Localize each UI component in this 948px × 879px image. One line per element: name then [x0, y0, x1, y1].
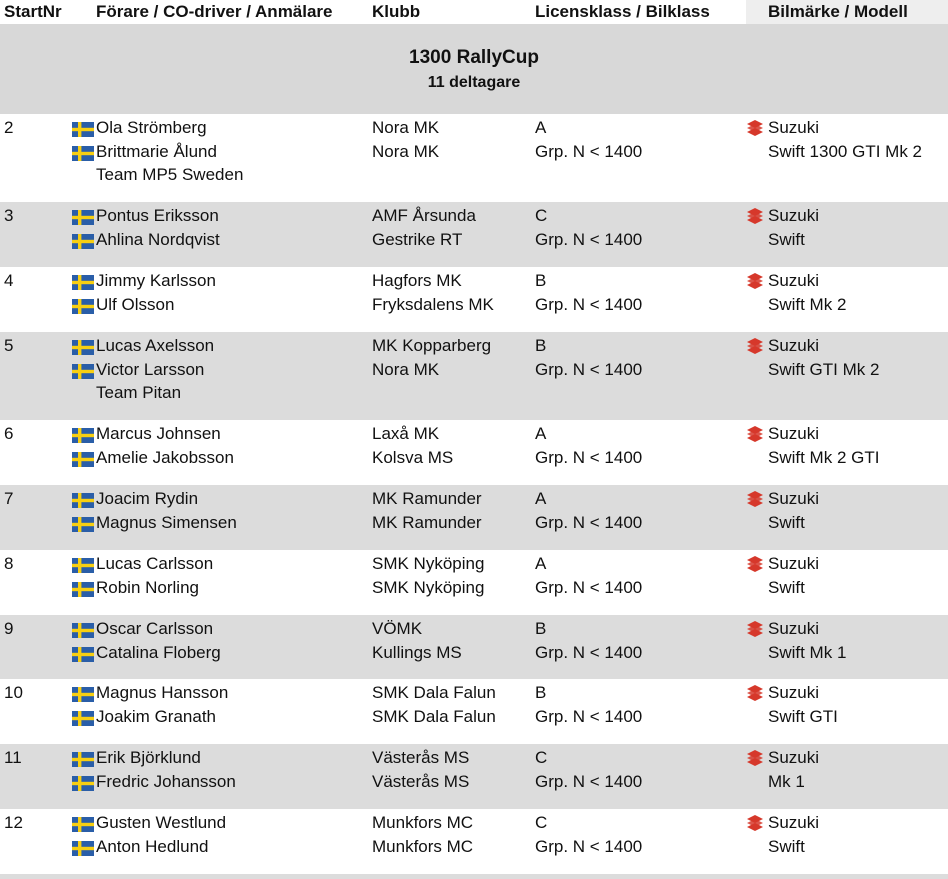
codriver-name: Robin Norling	[96, 577, 199, 597]
car-cell	[744, 334, 879, 381]
crew-cell	[72, 487, 237, 534]
start-number: 10	[4, 683, 23, 702]
license-class: B	[535, 271, 547, 290]
codriver-club: Kullings MS	[372, 642, 462, 662]
start-number: 2	[4, 118, 14, 137]
license-cell	[535, 204, 642, 251]
driver-name: Lucas Carlsson	[96, 554, 214, 573]
driver-club: Västerås MS	[372, 748, 470, 767]
license-class: A	[535, 489, 547, 508]
codriver	[72, 770, 236, 794]
class-block	[0, 24, 948, 114]
swedish-flag-icon	[72, 338, 94, 353]
club-cell	[372, 334, 491, 381]
car-make-name: Suzuki	[768, 619, 820, 638]
car-make	[744, 746, 819, 770]
driver	[72, 269, 216, 293]
suzuki-logo-icon	[744, 272, 766, 290]
table-row	[0, 420, 948, 485]
crew-cell	[72, 617, 221, 664]
driver	[72, 681, 228, 705]
car-model: Mk 1	[768, 771, 805, 791]
car-model: Swift	[768, 229, 805, 249]
driver-name: Oscar Carlsson	[96, 619, 214, 638]
codriver	[72, 705, 228, 729]
codriver	[72, 641, 221, 665]
car-cell	[744, 681, 838, 728]
codriver-name: Anton Hedlund	[96, 836, 209, 856]
swedish-flag-icon	[72, 273, 94, 288]
codriver	[72, 576, 213, 600]
license-cell	[535, 552, 642, 599]
car-make	[744, 552, 819, 576]
car-cell	[744, 204, 819, 251]
car-class: Grp. N < 1400	[535, 512, 643, 532]
swedish-flag-icon	[72, 750, 94, 765]
car-class: Grp. N < 1400	[535, 836, 643, 856]
car-make	[744, 116, 922, 140]
suzuki-logo-icon	[744, 555, 766, 573]
license-class: C	[535, 206, 548, 225]
start-number: 12	[4, 813, 23, 832]
start-number: 5	[4, 336, 14, 355]
header-startnr: StartNr	[4, 2, 62, 21]
car-model: Swift Mk 2 GTI	[768, 447, 880, 467]
codriver	[72, 293, 216, 317]
header-license: Licensklass / Bilklass	[535, 2, 710, 21]
car-model: Swift GTI Mk 2	[768, 359, 880, 379]
driver-name: Gusten Westlund	[96, 813, 227, 832]
crew-cell	[72, 269, 216, 316]
car-make	[744, 334, 879, 358]
club-cell	[372, 552, 484, 599]
car-model: Swift 1300 GTI Mk 2	[768, 141, 922, 161]
car-class: Grp. N < 1400	[535, 771, 643, 791]
car-make-name: Suzuki	[768, 336, 820, 355]
license-cell	[535, 334, 642, 381]
driver-name: Jimmy Karlsson	[96, 271, 216, 290]
swedish-flag-icon	[72, 450, 94, 465]
license-cell	[535, 422, 642, 469]
swedish-flag-icon	[72, 426, 94, 441]
driver-name: Lucas Axelsson	[96, 336, 215, 355]
license-cell	[535, 617, 642, 664]
crew-cell	[72, 422, 234, 469]
suzuki-logo-icon	[744, 425, 766, 443]
driver-club: MK Ramunder	[372, 489, 482, 508]
car-cell	[744, 746, 819, 793]
start-number: 7	[4, 489, 14, 508]
driver-name: Pontus Eriksson	[96, 206, 219, 225]
codriver-name: Victor Larsson	[96, 359, 205, 379]
car-make-name: Suzuki	[768, 683, 820, 702]
codriver	[72, 358, 214, 382]
codriver-name: Magnus Simensen	[96, 512, 237, 532]
codriver-name: Brittmarie Ålund	[96, 141, 217, 161]
car-make	[744, 681, 838, 705]
club-cell	[372, 681, 496, 728]
car-class: Grp. N < 1400	[535, 642, 643, 662]
driver-name: Magnus Hansson	[96, 683, 229, 702]
license-class: A	[535, 554, 547, 573]
start-number: 3	[4, 206, 14, 225]
swedish-flag-icon	[72, 120, 94, 135]
suzuki-logo-icon	[744, 490, 766, 508]
table-row	[0, 744, 948, 809]
class-participants: 11 deltagare	[427, 74, 521, 91]
codriver-name: Fredric Johansson	[96, 771, 236, 791]
swedish-flag-icon	[72, 362, 94, 377]
codriver-name: Amelie Jakobsson	[96, 447, 234, 467]
car-cell	[744, 552, 819, 599]
header-car: Bilmärke / Modell	[746, 0, 948, 24]
crew-cell	[72, 116, 243, 187]
driver	[72, 487, 237, 511]
swedish-flag-icon	[72, 709, 94, 724]
car-model: Swift Mk 2	[768, 294, 847, 314]
start-number: 9	[4, 619, 14, 638]
driver-club: AMF Årsunda	[372, 206, 476, 225]
license-class: A	[535, 424, 547, 443]
suzuki-logo-icon	[744, 207, 766, 225]
license-cell	[535, 116, 642, 163]
car-cell	[744, 269, 846, 316]
codriver-club: SMK Nyköping	[372, 577, 485, 597]
swedish-flag-icon	[72, 645, 94, 660]
start-number: 11	[4, 748, 22, 767]
start-number: 4	[4, 271, 14, 290]
car-model: Swift	[768, 512, 805, 532]
codriver	[72, 835, 226, 859]
car-cell	[744, 617, 846, 664]
table-row	[0, 809, 948, 874]
driver-name: Joacim Rydin	[96, 489, 199, 508]
codriver-club: Nora MK	[372, 359, 440, 379]
car-cell	[744, 116, 922, 163]
car-model: Swift Mk 1	[768, 642, 847, 662]
license-class: C	[535, 748, 548, 767]
driver-club: Laxå MK	[372, 424, 440, 443]
car-make-name: Suzuki	[768, 554, 820, 573]
codriver-club: Nora MK	[372, 141, 440, 161]
codriver-name: Joakim Granath	[96, 706, 216, 726]
license-cell	[535, 811, 642, 858]
swedish-flag-icon	[72, 144, 94, 159]
codriver-club: Västerås MS	[372, 771, 470, 791]
entrant-team: Team Pitan	[96, 383, 182, 402]
driver	[72, 617, 221, 641]
swedish-flag-icon	[72, 774, 94, 789]
car-model: Swift GTI	[768, 706, 838, 726]
crew-cell	[72, 811, 226, 858]
car-class: Grp. N < 1400	[535, 229, 643, 249]
license-cell	[535, 269, 642, 316]
class-title: 1300 RallyCup	[409, 47, 539, 68]
car-make-name: Suzuki	[768, 748, 820, 767]
car-cell	[744, 487, 819, 534]
codriver	[72, 228, 220, 252]
table-row	[0, 332, 948, 420]
swedish-flag-icon	[72, 232, 94, 247]
club-cell	[372, 617, 462, 664]
crew-cell	[72, 204, 220, 251]
swedish-flag-icon	[72, 621, 94, 636]
codriver-club: Kolsva MS	[372, 447, 454, 467]
car-class: Grp. N < 1400	[535, 577, 643, 597]
club-cell	[372, 269, 494, 316]
start-number: 6	[4, 424, 14, 443]
codriver-club: MK Ramunder	[372, 512, 482, 532]
driver-name: Ola Strömberg	[96, 118, 207, 137]
codriver-club: Gestrike RT	[372, 229, 463, 249]
table-row	[0, 202, 948, 267]
car-class: Grp. N < 1400	[535, 359, 643, 379]
swedish-flag-icon	[72, 491, 94, 506]
license-cell	[535, 487, 642, 534]
codriver	[72, 140, 243, 164]
suzuki-logo-icon	[744, 337, 766, 355]
car-make	[744, 811, 819, 835]
car-make-name: Suzuki	[768, 271, 820, 290]
driver-club: VÖMK	[372, 619, 423, 638]
club-cell	[372, 204, 476, 251]
swedish-flag-icon	[72, 515, 94, 530]
driver-name: Marcus Johnsen	[96, 424, 221, 443]
license-class: A	[535, 118, 547, 137]
license-class: B	[535, 619, 547, 638]
license-class: B	[535, 336, 547, 355]
car-make-name: Suzuki	[768, 813, 820, 832]
crew-cell	[72, 746, 236, 793]
car-class: Grp. N < 1400	[535, 141, 643, 161]
suzuki-logo-icon	[744, 749, 766, 767]
header-club: Klubb	[372, 2, 421, 21]
table-row	[0, 615, 948, 679]
driver	[72, 334, 214, 358]
car-class: Grp. N < 1400	[535, 447, 643, 467]
table-row	[0, 550, 948, 615]
suzuki-logo-icon	[744, 814, 766, 832]
table-header	[0, 0, 948, 24]
car-make	[744, 422, 879, 446]
car-make-name: Suzuki	[768, 424, 820, 443]
driver-club: Nora MK	[372, 118, 440, 137]
driver-club: Munkfors MC	[372, 813, 474, 832]
codriver-club: Fryksdalens MK	[372, 294, 494, 314]
license-cell	[535, 681, 642, 728]
codriver-name: Ahlina Nordqvist	[96, 229, 220, 249]
club-cell	[372, 487, 482, 534]
swedish-flag-icon	[72, 556, 94, 571]
table-row	[0, 485, 948, 550]
driver	[72, 746, 236, 770]
car-make-name: Suzuki	[768, 118, 820, 137]
header-driver: Förare / CO-driver / Anmälare	[96, 2, 333, 21]
license-cell	[535, 746, 642, 793]
swedish-flag-icon	[72, 297, 94, 312]
table-row	[0, 679, 948, 744]
swedish-flag-icon	[72, 815, 94, 830]
swedish-flag-icon	[72, 685, 94, 700]
swedish-flag-icon	[72, 839, 94, 854]
suzuki-logo-icon	[744, 119, 766, 137]
crew-cell	[72, 334, 214, 405]
suzuki-logo-icon	[744, 684, 766, 702]
driver-club: SMK Nyköping	[372, 554, 485, 573]
crew-cell	[72, 681, 228, 728]
club-cell	[372, 746, 469, 793]
club-cell	[372, 116, 439, 163]
codriver	[72, 446, 234, 470]
codriver-name: Catalina Floberg	[96, 642, 221, 662]
swedish-flag-icon	[72, 580, 94, 595]
car-make	[744, 487, 819, 511]
car-model: Swift	[768, 577, 805, 597]
driver-club: Hagfors MK	[372, 271, 462, 290]
codriver-name: Ulf Olsson	[96, 294, 175, 314]
car-class: Grp. N < 1400	[535, 706, 643, 726]
car-make	[744, 269, 846, 293]
swedish-flag-icon	[72, 208, 94, 223]
crew-cell	[72, 552, 213, 599]
suzuki-logo-icon	[744, 620, 766, 638]
car-make	[744, 617, 846, 641]
driver-club: MK Kopparberg	[372, 336, 492, 355]
license-class: C	[535, 813, 548, 832]
driver	[72, 552, 213, 576]
driver-club: SMK Dala Falun	[372, 683, 496, 702]
driver	[72, 204, 220, 228]
car-make-name: Suzuki	[768, 206, 820, 225]
car-model: Swift	[768, 836, 805, 856]
license-class: B	[535, 683, 547, 702]
car-make	[744, 204, 819, 228]
table-row	[0, 267, 948, 332]
club-cell	[372, 811, 473, 858]
codriver	[72, 511, 237, 535]
driver	[72, 116, 243, 140]
start-number: 8	[4, 554, 14, 573]
car-cell	[744, 422, 879, 469]
driver	[72, 422, 234, 446]
entrant-team: Team MP5 Sweden	[96, 165, 244, 184]
car-cell	[744, 811, 819, 858]
table-bottom-bar	[0, 874, 948, 879]
table-row	[0, 114, 948, 202]
codriver-club: Munkfors MC	[372, 836, 474, 856]
car-make-name: Suzuki	[768, 489, 820, 508]
driver-name: Erik Björklund	[96, 748, 201, 767]
club-cell	[372, 422, 453, 469]
driver	[72, 811, 226, 835]
codriver-club: SMK Dala Falun	[372, 706, 496, 726]
car-class: Grp. N < 1400	[535, 294, 643, 314]
